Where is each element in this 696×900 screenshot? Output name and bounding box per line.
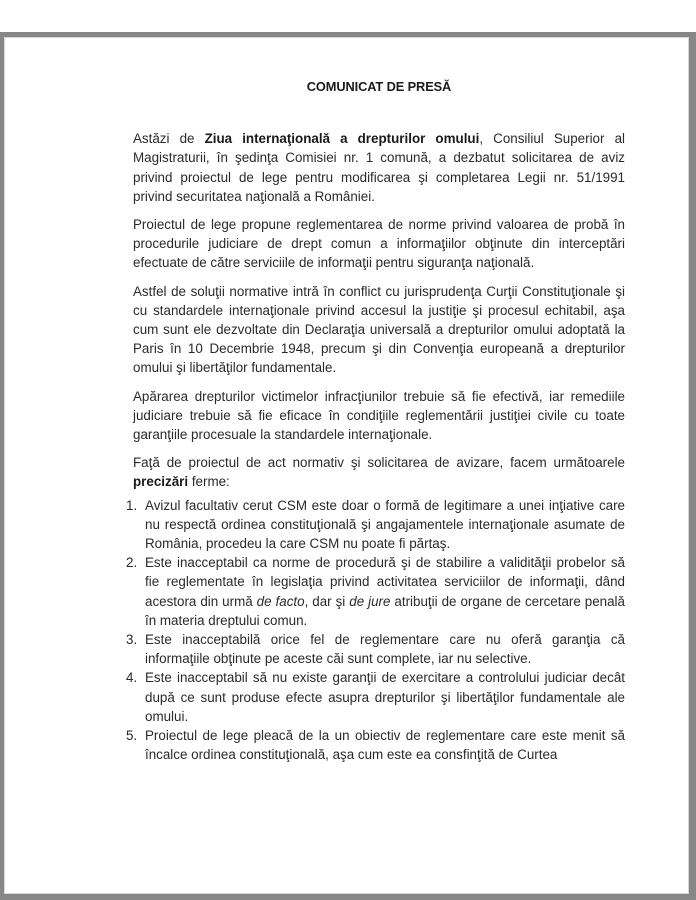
paragraph-clarifications-intro xyxy=(133,453,625,491)
list-item-text: Este inacceptabil să nu existe garanţii de exercitare a controlului judiciar decât după ce sunt produse efecte asupra drepturilor şi libertăţilor fundamentale ale omului. xyxy=(145,670,625,724)
list-item-number: 5. xyxy=(126,728,138,744)
list-item-text xyxy=(145,553,625,630)
list-item xyxy=(126,668,625,726)
list-item-text: Proiectul de lege pleacă de la un obiectiv de reglementare care este menit să încalce ordinea constituţională, aşa cum este ea consfinţită de Curtea xyxy=(145,728,625,763)
list-item-text-post: atribuţii de organe de cercetare penală în materia dreptului comun. xyxy=(145,593,625,628)
paragraph-intro xyxy=(133,129,625,206)
paragraph-conflict: Astfel de soluţii normative intră în conflict cu jurisprudenţa Curţii Constituţionale şi cu standardele internaţionale privind accesul la justiţie şi procesul echitabil, aşa cum sunt ele dezvoltate din Declaraţia universală a drepturilor omului adoptată la Paris în 10 Decembrie 1948, precum şi din Convenţia europeană a drepturilor omului şi libertăţilor fundamentale. xyxy=(133,283,625,376)
list-item-text-pre: Este inacceptabil ca norme de procedură şi de stabilire a validităţii probelor să fie reglementate în legislaţia privind activitatea serviciilor de informaţii, dând acestora din urmă xyxy=(145,555,625,609)
paragraph-intro-bold: Ziua internaţională a drepturilor omului xyxy=(204,131,480,147)
list-item xyxy=(126,726,625,764)
clarifications-bold: precizări xyxy=(133,474,189,490)
list-item xyxy=(126,496,625,554)
list-item-italic-de-facto: de facto xyxy=(256,593,305,609)
clarifications-pre: Faţă de proiectul de act normativ şi solicitarea de avizare, facem următoarele xyxy=(133,455,625,471)
list-item-text-mid: , dar şi xyxy=(304,593,350,609)
clarifications-list xyxy=(126,496,625,765)
list-item-text: Avizul facultativ cerut CSM este doar o formă de legitimare a unei inţiative care nu respectă ordinea constituţională şi angajamentele internaţionale asumate de România, procedeu la care CSM nu poate fi părtaş. xyxy=(145,497,625,552)
list-item-number: 1. xyxy=(126,497,138,513)
list-item xyxy=(126,630,625,668)
list-item xyxy=(126,553,625,630)
document-frame xyxy=(0,32,696,900)
paragraph-intro-post: , Consiliul Superior al Magistraturii, în şedinţa Comisiei nr. 1 comună, a dezbatut solicitarea de aviz privind proiectul de lege pentru modificarea şi completarea Legii nr. 51/1991 privind securitatea naţională a României. xyxy=(133,131,625,204)
clarifications-post: ferme: xyxy=(188,474,230,490)
page-title: COMUNICAT DE PRESĂ xyxy=(306,79,452,94)
paragraph-intro-pre: Astăzi de xyxy=(133,131,205,147)
document-page xyxy=(126,77,625,765)
list-item-number: 3. xyxy=(126,632,138,648)
list-item-number: 4. xyxy=(126,670,138,686)
list-item-text: Este inacceptabilă orice fel de reglementare care nu oferă garanţia că informaţiile obţinute pe aceste căi sunt complete, iar nu selective. xyxy=(145,632,625,667)
list-item-number: 2. xyxy=(126,555,138,571)
list-item-italic-de-jure: de jure xyxy=(349,593,391,609)
paragraph-proposal: Proiectul de lege propune reglementarea de norme privind valoarea de probă în procedurile judiciare de drept comun a informaţiilor obţinute din interceptări efectuate de către serviciile de informaţii pentru siguranţa naţională. xyxy=(133,217,625,271)
paragraph-victims-rights: Apărarea drepturilor victimelor infracţiunilor trebuie să fie efectivă, iar remediile judiciare trebuie să fie eficace în condiţiile reglementării justiţiei civile cu toate garanţiile procesuale la standardele internaţionale. xyxy=(133,388,625,443)
